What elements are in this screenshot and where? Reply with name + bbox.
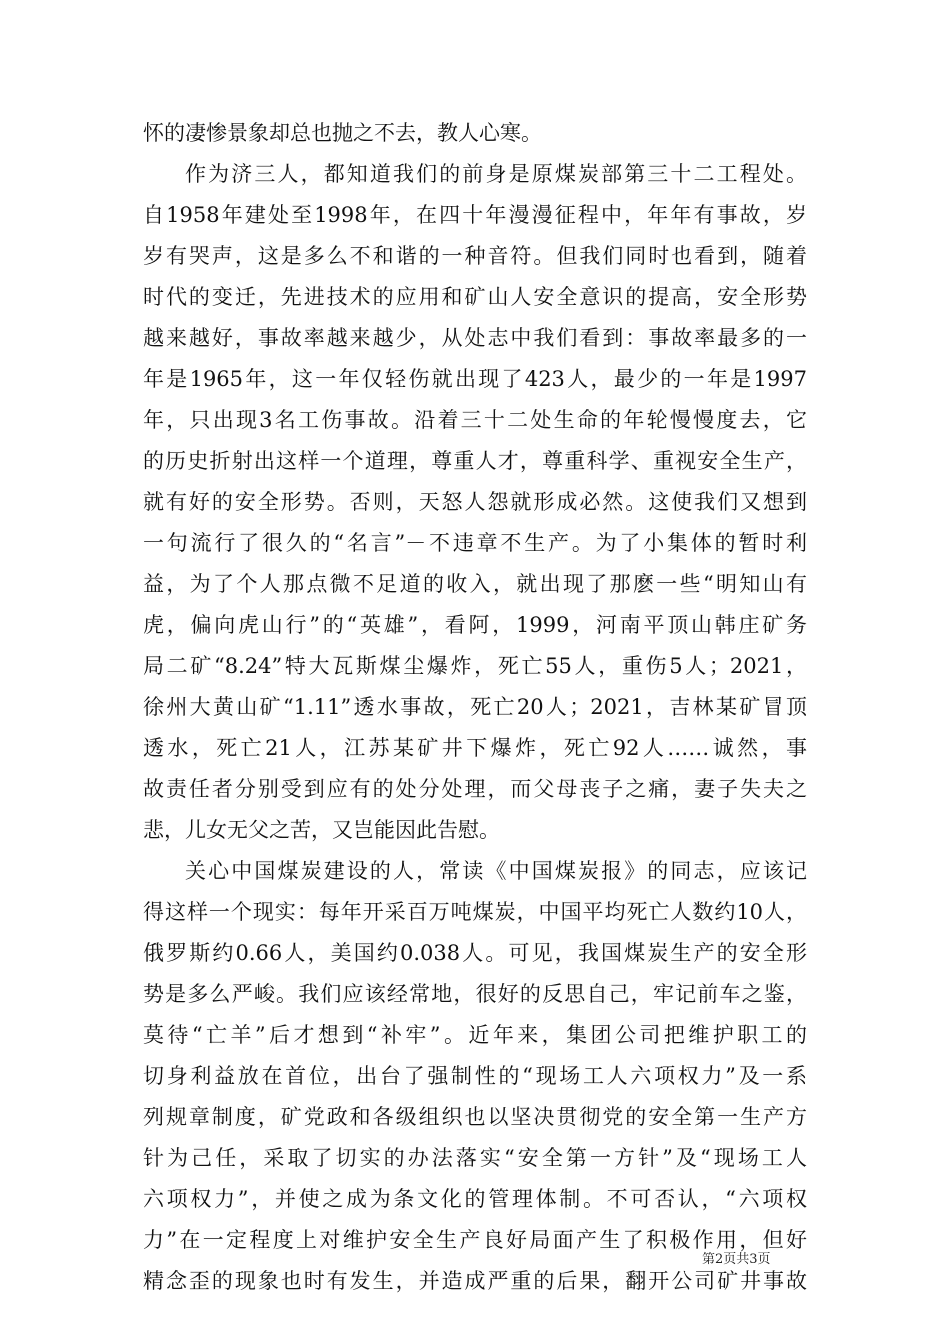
text-line: 时代的变迁，先进技术的应用和矿山人安全意识的提高，安全形势: [143, 285, 807, 309]
text-line: 自1958年建处至1998年，在四十年漫漫征程中，年年有事故，岁: [143, 203, 807, 227]
text-line: 针为己任，采取了切实的办法落实“安全第一方针”及“现场工人: [143, 1146, 807, 1170]
text-line: 年，只出现3名工伤事故。沿着三十二处生命的年轮慢慢度去，它: [143, 408, 807, 432]
text-line: 越来越好，事故率越来越少，从处志中我们看到：事故率最多的一: [143, 326, 807, 350]
text-line: 的历史折射出这样一个道理，尊重人才，尊重科学、重视安全生产，: [143, 449, 807, 473]
text-line: 怀的凄惨景象却总也抛之不去，教人心寒。: [143, 121, 542, 145]
page-number-footer: 第2页共3页: [702, 1252, 771, 1267]
text-line: 莫待“亡羊”后才想到“补牢”。近年来，集团公司把维护职工的: [143, 1023, 807, 1047]
text-line: 列规章制度，矿党政和各级组织也以坚决贯彻党的安全第一生产方: [143, 1105, 807, 1129]
text-line: 故责任者分别受到应有的处分处理，而父母丧子之痛，妻子失夫之: [143, 777, 807, 801]
text-line: 虎，偏向虎山行”的“英雄”，看阿，1999，河南平顶山韩庄矿务: [143, 613, 807, 637]
text-line: 局二矿“8.24”特大瓦斯煤尘爆炸，死亡55人，重伤5人；2021，: [143, 654, 807, 678]
text-line: 透水，死亡21人，江苏某矿井下爆炸，死亡92人……诚然，事: [143, 736, 807, 760]
text-line: 力”在一定程度上对维护安全生产良好局面产生了积极作用，但好: [143, 1228, 807, 1252]
text-line: 年是1965年，这一年仅轻伤就出现了423人，最少的一年是1997: [143, 367, 807, 391]
text-line: 悲，儿女无父之苦，又岂能因此告慰。: [143, 818, 500, 842]
text-line: 作为济三人，都知道我们的前身是原煤炭部第三十二工程处。: [185, 162, 807, 186]
text-line: 精念歪的现象也时有发生，并造成严重的后果，翻开公司矿井事故: [143, 1269, 807, 1293]
body-text: [143, 113, 807, 1302]
text-line: 岁有哭声，这是多么不和谐的一种音符。但我们同时也看到，随着: [143, 244, 807, 268]
text-line: 六项权力”，并使之成为条文化的管理体制。不可否认，“六项权: [143, 1187, 807, 1211]
text-line: 益，为了个人那点微不足道的收入，就出现了那麽一些“明知山有: [143, 572, 807, 596]
text-line: 切身利益放在首位，出台了强制性的“现场工人六项权力”及一系: [143, 1064, 807, 1088]
text-line: 一句流行了很久的“名言”－不违章不生产。为了小集体的暂时利: [143, 531, 807, 555]
text-line: 俄罗斯约0.66人，美国约0.038人。可见，我国煤炭生产的安全形: [143, 941, 807, 965]
text-line: 势是多么严峻。我们应该经常地，很好的反思自己，牢记前车之鉴，: [143, 982, 807, 1006]
text-line: 得这样一个现实：每年开采百万吨煤炭，中国平均死亡人数约10人，: [143, 900, 807, 924]
text-line: 徐州大黄山矿“1.11”透水事故，死亡20人；2021，吉林某矿冒顶: [143, 695, 807, 719]
text-line: 关心中国煤炭建设的人，常读《中国煤炭报》的同志，应该记: [185, 859, 807, 883]
text-line: 就有好的安全形势。否则，天怒人怨就形成必然。这使我们又想到: [143, 490, 807, 514]
